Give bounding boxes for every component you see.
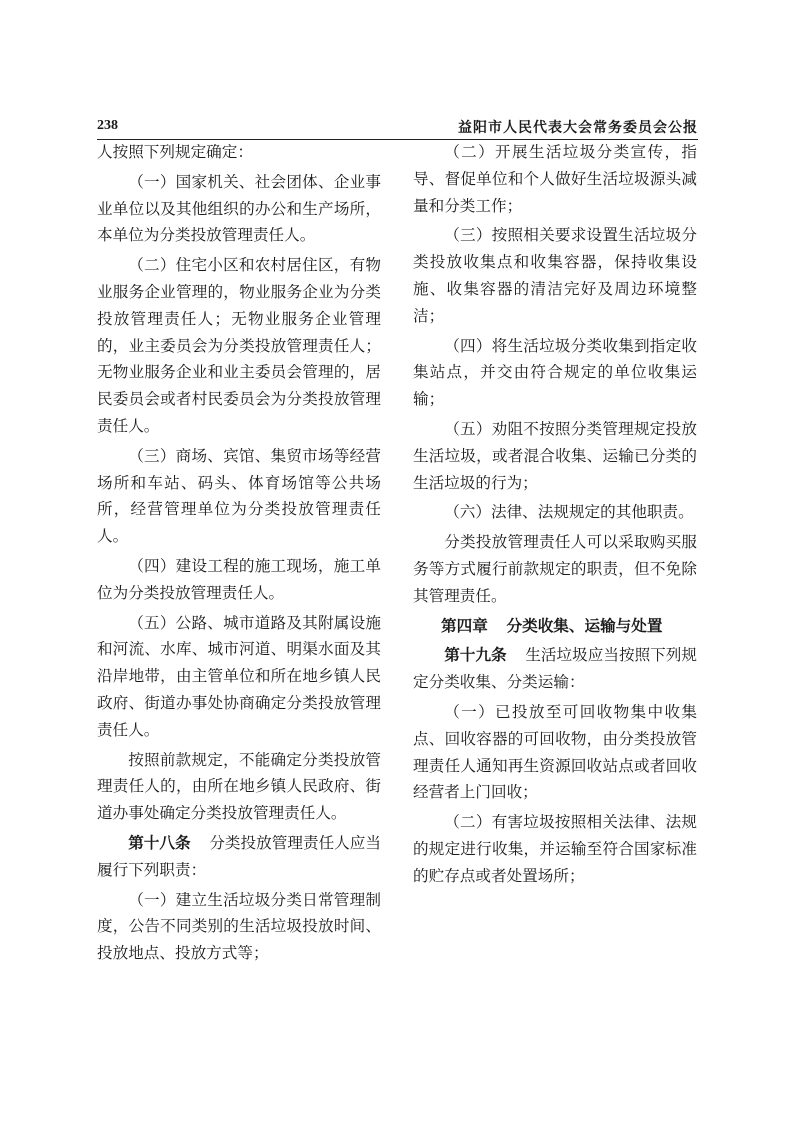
paragraph: （六）法律、法规规定的其他职责。 <box>444 503 694 522</box>
paragraph: （一）建立生活垃圾分类日常管理制度，公告不同类别的生活垃圾投放时间、投放地点、投放方式等； <box>97 890 381 963</box>
paragraph: （五）公路、城市道路及其附属设施和河流、水库、城市河道、明渠水面及其沿岸地带，由主管单位和所在地乡镇人民政府、街道办事处协商确定分类投放管理责任人。 <box>97 613 381 739</box>
paragraph: （五）劝阻不按照分类管理规定投放生活垃圾，或者混合收集、运输已分类的生活垃圾的行为； <box>413 419 697 492</box>
article-paragraph <box>97 830 381 884</box>
article-text: 生活垃圾应当按照下列规定分类收集、分类运输： <box>413 646 697 692</box>
paragraph: 按照前款规定，不能确定分类投放管理责任人的，由所在地乡镇人民政府、街道办事处确定分类投放管理责任人。 <box>97 750 381 823</box>
paragraph: （二）开展生活垃圾分类宣传，指导、督促单位和个人做好生活垃圾源头减量和分类工作； <box>413 143 697 215</box>
paragraph: 分类投放管理责任人可以采取购买服务等方式履行前款规定的职责，但不免除其管理责任。 <box>413 533 697 605</box>
article-paragraph <box>413 642 697 696</box>
paragraph: （一）已投放至可回收物集中收集点、回收容器的可回收物，由分类投放管理责任人通知再生资源回收站点或者回收经营者上门回收； <box>413 702 697 802</box>
article-number: 第十八条 <box>128 833 191 852</box>
journal-title: 益阳市人民代表大会常务委员会公报 <box>458 120 698 136</box>
paragraph: 人按照下列规定确定： <box>97 143 253 161</box>
chapter-title: 分类收集、运输与处置 <box>506 616 663 635</box>
paragraph: （四）建设工程的施工现场，施工单位为分类投放管理责任人。 <box>97 556 381 602</box>
paragraph: （二）有害垃圾按照相关法律、法规的规定进行收集，并运输至符合国家标准的贮存点或者处置场所； <box>413 813 697 885</box>
article-text: 分类投放管理责任人应当履行下列职责： <box>97 833 381 879</box>
article-number: 第十九条 <box>444 646 507 665</box>
right-column <box>413 139 697 893</box>
paragraph: （一）国家机关、社会团体、企业事业单位以及其他组织的办公和生产场所，本单位为分类投放管理责任人。 <box>97 172 381 245</box>
left-column <box>97 139 381 970</box>
paragraph: （二）住宅小区和农村居住区，有物业服务企业管理的，物业服务企业为分类投放管理责任人；无物业服务企业管理的，业主委员会为分类投放管理责任人；无物业服务企业和业主委员会管理的，居民委员会或者村民委员会为分类投放管理责任人。 <box>97 256 381 435</box>
paragraph: （三）按照相关要求设置生活垃圾分类投放收集点和收集容器，保持收集设施、收集容器的清洁完好及周边环境整洁； <box>413 226 697 325</box>
page-header <box>97 114 698 140</box>
chapter-heading <box>413 613 697 640</box>
page-number: 238 <box>97 118 118 133</box>
paragraph: （四）将生活垃圾分类收集到指定收集站点，并交由符合规定的单位收集运输； <box>413 336 697 409</box>
paragraph: （三）商场、宾馆、集贸市场等经营场所和车站、码头、体育场馆等公共场所，经营管理单位为分类投放管理责任人。 <box>97 446 381 546</box>
chapter-number: 第四章 <box>441 616 488 635</box>
